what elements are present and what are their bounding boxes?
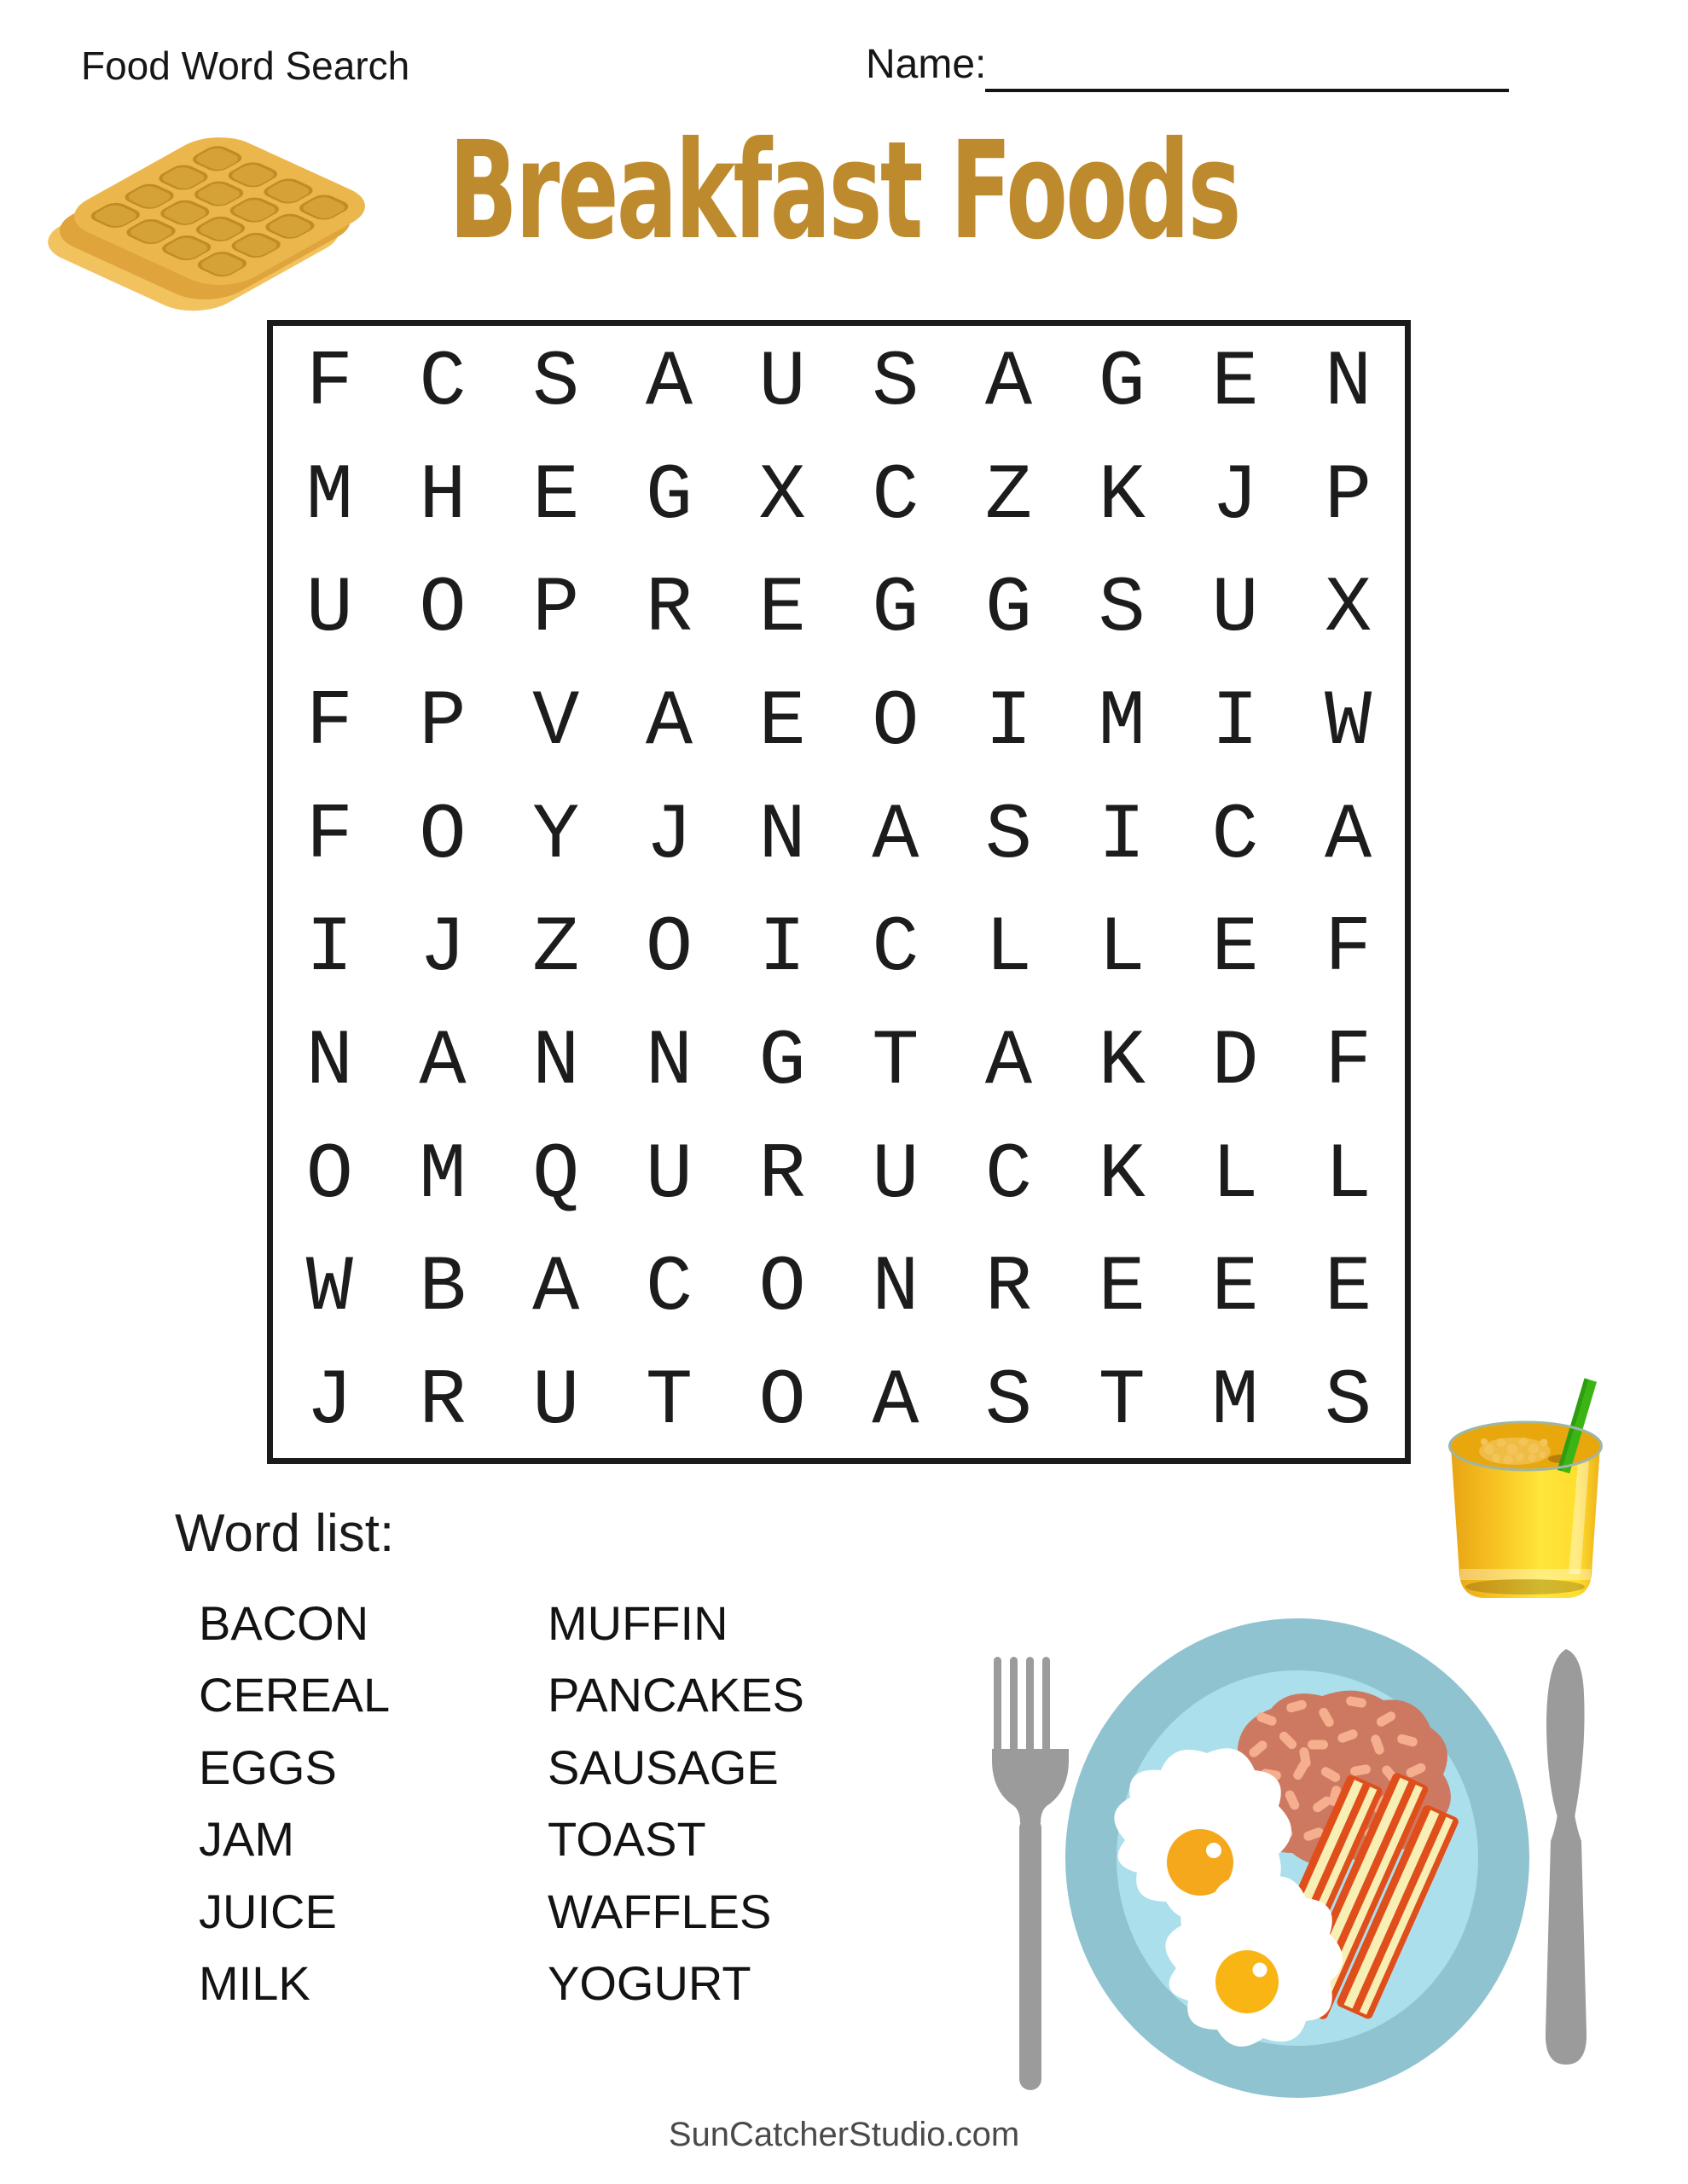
grid-cell[interactable]: X bbox=[758, 450, 806, 541]
grid-cell[interactable]: U bbox=[872, 1130, 919, 1220]
grid-cell[interactable]: C bbox=[419, 337, 467, 427]
juice-foam bbox=[1479, 1438, 1551, 1465]
word-list-item: MUFFIN bbox=[548, 1595, 728, 1650]
grid-cell[interactable]: W bbox=[305, 1243, 353, 1333]
grid-cell[interactable]: F bbox=[1325, 903, 1372, 994]
grid-cell[interactable]: E bbox=[1211, 903, 1259, 994]
grid-cell[interactable]: T bbox=[645, 1356, 693, 1447]
grid-cell[interactable]: A bbox=[1325, 790, 1372, 880]
grid-cell[interactable]: O bbox=[758, 1243, 806, 1333]
grid-cell[interactable]: P bbox=[419, 677, 467, 767]
grid-cell[interactable]: O bbox=[419, 564, 467, 654]
grid-cell[interactable]: L bbox=[984, 903, 1033, 994]
grid-cell[interactable]: N bbox=[872, 1243, 919, 1333]
grid-cell[interactable]: L bbox=[1325, 1130, 1372, 1220]
grid-cell[interactable]: M bbox=[419, 1130, 467, 1220]
grid-cell[interactable]: E bbox=[758, 677, 806, 767]
grid-cell[interactable]: I bbox=[758, 903, 806, 994]
grid-cell[interactable]: F bbox=[1325, 1017, 1372, 1107]
grid-cell[interactable]: R bbox=[984, 1243, 1033, 1333]
grid-cell[interactable]: N bbox=[1325, 337, 1372, 427]
word-list-item: SAUSAGE bbox=[548, 1740, 779, 1794]
grid-cell[interactable]: A bbox=[645, 677, 693, 767]
word-list-item: CEREAL bbox=[199, 1668, 391, 1722]
grid-cell[interactable]: E bbox=[1211, 1243, 1259, 1333]
grid-cell[interactable]: S bbox=[1098, 564, 1146, 654]
grid-cell[interactable]: A bbox=[872, 1356, 919, 1447]
grid-cell[interactable]: G bbox=[645, 450, 693, 541]
grid-cell[interactable]: F bbox=[305, 337, 353, 427]
grid-cell[interactable]: J bbox=[419, 903, 467, 994]
grid-cell[interactable]: K bbox=[1098, 1017, 1146, 1107]
grid-cell[interactable]: H bbox=[419, 450, 467, 541]
grid-cell[interactable]: W bbox=[1325, 677, 1372, 767]
name-input-line[interactable] bbox=[985, 89, 1509, 92]
word-list-item: YOGURT bbox=[548, 1956, 751, 2011]
grid-cell[interactable]: E bbox=[1325, 1243, 1372, 1333]
grid-cell[interactable]: C bbox=[872, 903, 919, 994]
orange-juice-icon bbox=[1433, 1361, 1616, 1608]
grid-cell[interactable]: Z bbox=[532, 903, 580, 994]
grid-cell[interactable]: A bbox=[984, 337, 1033, 427]
word-list-item: TOAST bbox=[548, 1812, 706, 1867]
name-label: Name: bbox=[866, 42, 987, 87]
grid-cell[interactable]: I bbox=[984, 677, 1033, 767]
grid-cell[interactable]: R bbox=[758, 1130, 806, 1220]
word-list-item: BACON bbox=[199, 1595, 369, 1650]
knife-icon bbox=[1546, 1649, 1586, 2065]
page-title: Breakfast Foods bbox=[449, 113, 1239, 270]
grid-cell[interactable]: M bbox=[1098, 677, 1146, 767]
grid-cell[interactable]: L bbox=[1211, 1130, 1259, 1220]
grid-cell[interactable]: V bbox=[532, 677, 580, 767]
grid-cell[interactable]: G bbox=[758, 1017, 806, 1107]
grid-cell[interactable]: S bbox=[1325, 1356, 1372, 1447]
grid-cell[interactable]: Z bbox=[984, 450, 1033, 541]
grid-cell[interactable]: I bbox=[1211, 677, 1259, 767]
grid-cell[interactable]: O bbox=[645, 903, 693, 994]
grid-cell[interactable]: C bbox=[645, 1243, 693, 1333]
grid-cell[interactable]: S bbox=[532, 337, 580, 427]
grid-cell[interactable]: E bbox=[758, 564, 806, 654]
grid-cell[interactable]: A bbox=[984, 1017, 1033, 1107]
grid-cell[interactable]: N bbox=[645, 1017, 693, 1107]
word-column-1 bbox=[199, 1587, 390, 2019]
grid-cell[interactable]: E bbox=[532, 450, 580, 541]
grid-cell[interactable]: G bbox=[984, 564, 1033, 654]
grid-cell[interactable]: S bbox=[984, 790, 1033, 880]
grid-cell[interactable]: J bbox=[1211, 450, 1259, 541]
grid-cell[interactable]: O bbox=[419, 790, 467, 880]
grid-cell[interactable]: P bbox=[1325, 450, 1372, 541]
grid-cell[interactable]: U bbox=[758, 337, 806, 427]
grid-cell[interactable]: R bbox=[419, 1356, 467, 1447]
footer-credit: SunCatcherStudio.com bbox=[668, 2116, 1020, 2153]
grid-cell[interactable]: K bbox=[1098, 450, 1146, 541]
grid-cell[interactable]: C bbox=[872, 450, 919, 541]
page-kicker: Food Word Search bbox=[81, 44, 410, 88]
grid-cell[interactable]: R bbox=[645, 564, 693, 654]
grid-cell[interactable]: A bbox=[532, 1243, 580, 1333]
grid-cell[interactable]: B bbox=[419, 1243, 467, 1333]
grid-cell[interactable]: N bbox=[305, 1017, 353, 1107]
grid-cell[interactable]: N bbox=[758, 790, 806, 880]
grid-cell[interactable]: I bbox=[305, 903, 353, 994]
grid-cell[interactable]: E bbox=[1098, 1243, 1146, 1333]
fork-icon bbox=[992, 1657, 1069, 2090]
grid-cell[interactable]: G bbox=[872, 564, 919, 654]
grid-cell[interactable]: O bbox=[758, 1356, 806, 1447]
grid-cell[interactable]: M bbox=[1211, 1356, 1259, 1447]
grid-cell[interactable]: C bbox=[1211, 790, 1259, 880]
word-list-item: JUICE bbox=[199, 1884, 337, 1938]
grid-cell[interactable]: U bbox=[645, 1130, 693, 1220]
grid-cell[interactable]: K bbox=[1098, 1130, 1146, 1220]
grid-cell[interactable]: Q bbox=[532, 1130, 580, 1220]
grid-cell[interactable]: M bbox=[305, 450, 353, 541]
breakfast-plate-icon bbox=[968, 1617, 1633, 2111]
grid-cell[interactable]: I bbox=[1098, 790, 1146, 880]
grid-cell[interactable]: U bbox=[305, 564, 353, 654]
waffle-icon bbox=[43, 111, 392, 392]
grid-cell[interactable]: J bbox=[645, 790, 693, 880]
grid-cell[interactable]: X bbox=[1325, 564, 1372, 654]
word-list-item: EGGS bbox=[199, 1740, 337, 1794]
word-list-item: WAFFLES bbox=[548, 1884, 772, 1938]
grid-cell[interactable]: S bbox=[872, 337, 919, 427]
grid-cell[interactable]: U bbox=[1211, 564, 1259, 654]
word-list-item: PANCAKES bbox=[548, 1668, 804, 1722]
grid-cell[interactable]: E bbox=[1211, 337, 1259, 427]
grid-cell[interactable]: T bbox=[872, 1017, 919, 1107]
grid-cell[interactable]: O bbox=[872, 677, 919, 767]
grid-cell[interactable]: S bbox=[984, 1356, 1033, 1447]
grid-cell[interactable]: J bbox=[305, 1356, 353, 1447]
grid-cell[interactable]: D bbox=[1211, 1017, 1259, 1107]
word-list-item: MILK bbox=[199, 1956, 310, 2011]
grid-cell[interactable]: F bbox=[305, 790, 353, 880]
grid-cell[interactable]: F bbox=[305, 677, 353, 767]
grid-cell[interactable]: A bbox=[419, 1017, 467, 1107]
grid-cell[interactable]: P bbox=[532, 564, 580, 654]
word-column-2 bbox=[548, 1587, 804, 2019]
grid-cell[interactable]: O bbox=[305, 1130, 353, 1220]
grid-cell[interactable]: N bbox=[532, 1017, 580, 1107]
grid-cell[interactable]: L bbox=[1098, 903, 1146, 994]
word-search-grid bbox=[267, 320, 1411, 1464]
grid-cell[interactable]: T bbox=[1098, 1356, 1146, 1447]
grid-cell[interactable]: Y bbox=[532, 790, 580, 880]
grid-cell[interactable]: A bbox=[645, 337, 693, 427]
grid-cell[interactable]: A bbox=[872, 790, 919, 880]
grid-cell[interactable]: U bbox=[532, 1356, 580, 1447]
grid-cell[interactable]: C bbox=[984, 1130, 1033, 1220]
word-list-heading: Word list: bbox=[175, 1504, 395, 1563]
grid-cell[interactable]: G bbox=[1098, 337, 1146, 427]
word-list-item: JAM bbox=[199, 1812, 294, 1867]
